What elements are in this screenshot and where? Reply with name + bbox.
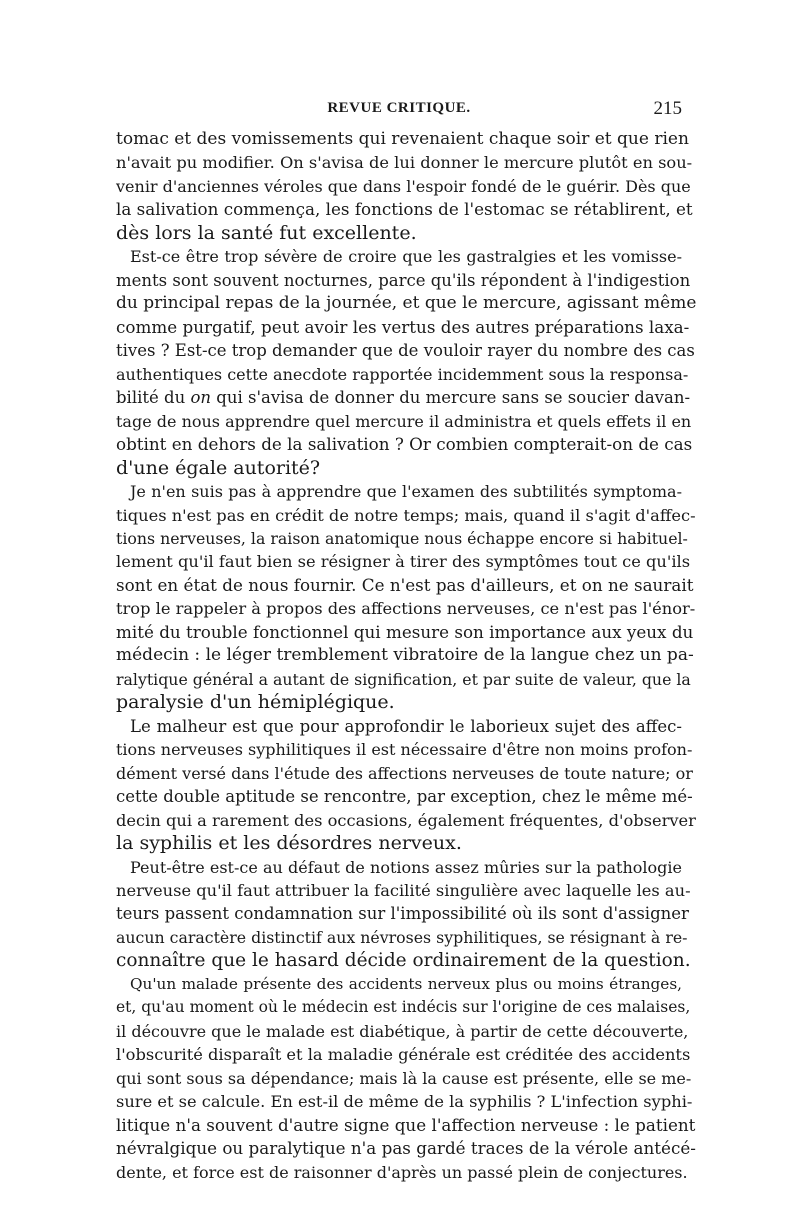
text-line: Je n'en suis pas à apprendre que l'examen des subtilités symptoma- — [130, 482, 682, 502]
text-line: la salivation commença, les fonctions de l'estomac se rétablirent, et — [116, 199, 693, 220]
text-line: névralgique ou paralytique n'a pas gardé traces de la vérole antécé- — [116, 1138, 696, 1159]
text-line: n'avait pu modifier. On s'avisa de lui donner le mercure plutôt en sou- — [116, 153, 693, 173]
text-line: Peut-être est-ce au défaut de notions assez mûries sur la pathologie — [130, 857, 682, 877]
text-line: tage de nous apprendre quel mercure il administra et quels effets il en — [116, 411, 692, 431]
text-line: cette double aptitude se rencontre, par exception, chez le même mé- — [116, 787, 693, 807]
text-line: aucun caractère distinctif aux névroses syphilitiques, se résignant à re- — [116, 927, 688, 947]
text-line: d'une égale autorité? — [116, 456, 321, 479]
text-line: la syphilis et les désordres nerveux. — [116, 832, 462, 855]
text-line: l'obscurité disparaît et la maladie générale est créditée des accidents — [116, 1045, 691, 1065]
text-line: sont en état de nous fournir. Ce n'est pas d'ailleurs, et on ne saurait — [116, 574, 694, 595]
text-line: ralytique général a autant de signification, et par suite de valeur, que la — [116, 669, 691, 689]
text-line: tives ? Est-ce trop demander que de vouloir rayer du nombre des cas — [116, 341, 695, 361]
text-line: decin qui a rarement des occasions, également fréquentes, d'observer — [116, 810, 696, 830]
text-line: mité du trouble fonctionnel qui mesure son importance aux yeux du — [116, 621, 694, 642]
text-line: du principal repas de la journée, et que le mercure, agissant même — [116, 293, 697, 314]
running-title: REVUE CRITIQUE. — [327, 100, 471, 116]
text-line: tions nerveuses, la raison anatomique nous échappe encore si habituel- — [116, 528, 688, 548]
text-line: Est-ce être trop sévère de croire que les gastralgies et les vomisse- — [130, 247, 682, 267]
body-text — [116, 128, 697, 1184]
text-line: lement qu'il faut bien se résigner à tirer des symptômes tout ce qu'ils — [116, 552, 691, 572]
text-line: il découvre que le malade est diabétique, à partir de cette découverte, — [116, 1021, 689, 1041]
text-line: obtint en dehors de la salivation ? Or combien compterait-on de cas — [116, 434, 693, 455]
text-line: trop le rappeler à propos des affections nerveuses, ce n'est pas l'énor- — [116, 599, 696, 619]
text-line: litique n'a souvent d'autre signe que l'affection nerveuse : le patient — [116, 1114, 696, 1135]
text-line: Le malheur est que pour approfondir le laborieux sujet des affec- — [130, 716, 682, 736]
text-line: tomac et des vomissements qui revenaient chaque soir et que rien — [116, 129, 689, 149]
text-line: venir d'anciennes véroles que dans l'espoir fondé de le guérir. Dès que — [116, 176, 691, 196]
page-number: 215 — [653, 98, 682, 119]
text-line: tiques n'est pas en crédit de notre temps; mais, quand il s'agit d'affec- — [116, 505, 696, 525]
text-line: médecin : le léger tremblement vibratoire de la langue chez un pa- — [116, 645, 694, 666]
text-line: bilité du on qui s'avisa de donner du mercure sans se soucier davan- — [116, 388, 691, 408]
text-line: sure et se calcule. En est-il de même de la syphilis ? L'infection syphi- — [116, 1092, 693, 1112]
text-line: Qu'un malade présente des accidents nerveux plus ou moins étranges, — [130, 974, 682, 993]
text-line: ments sont souvent nocturnes, parce qu'ils répondent à l'indigestion — [116, 270, 691, 290]
text-line: authentiques cette anecdote rapportée incidemment sous la responsa- — [116, 364, 689, 384]
running-head — [116, 98, 682, 122]
text-line: comme purgatif, peut avoir les vertus des autres préparations laxa- — [116, 316, 690, 337]
text-line: qui sont sous sa dépendance; mais là la cause est présente, elle se me- — [116, 1068, 692, 1088]
text-line: teurs passent condamnation sur l'impossibilité où ils sont d'assigner — [116, 904, 689, 924]
text-line: et, qu'au moment où le médecin est indécis sur l'origine de ces malaises, — [116, 998, 691, 1017]
text-line: dès lors la santé fut excellente. — [116, 221, 417, 244]
text-line: tions nerveuses syphilitiques il est nécessaire d'être non moins profon- — [116, 740, 693, 760]
text-line: dément versé dans l'étude des affections nerveuses de toute nature; or — [116, 763, 693, 783]
text-line: nerveuse qu'il faut attribuer la facilité singulière avec laquelle les au- — [116, 881, 691, 900]
text-line: dente, et force est de raisonner d'après un passé plein de conjectures. — [116, 1162, 688, 1182]
text-line: paralysie d'un hémiplégique. — [116, 691, 395, 714]
text-line: connaître que le hasard décide ordinairement de la question. — [116, 950, 691, 972]
